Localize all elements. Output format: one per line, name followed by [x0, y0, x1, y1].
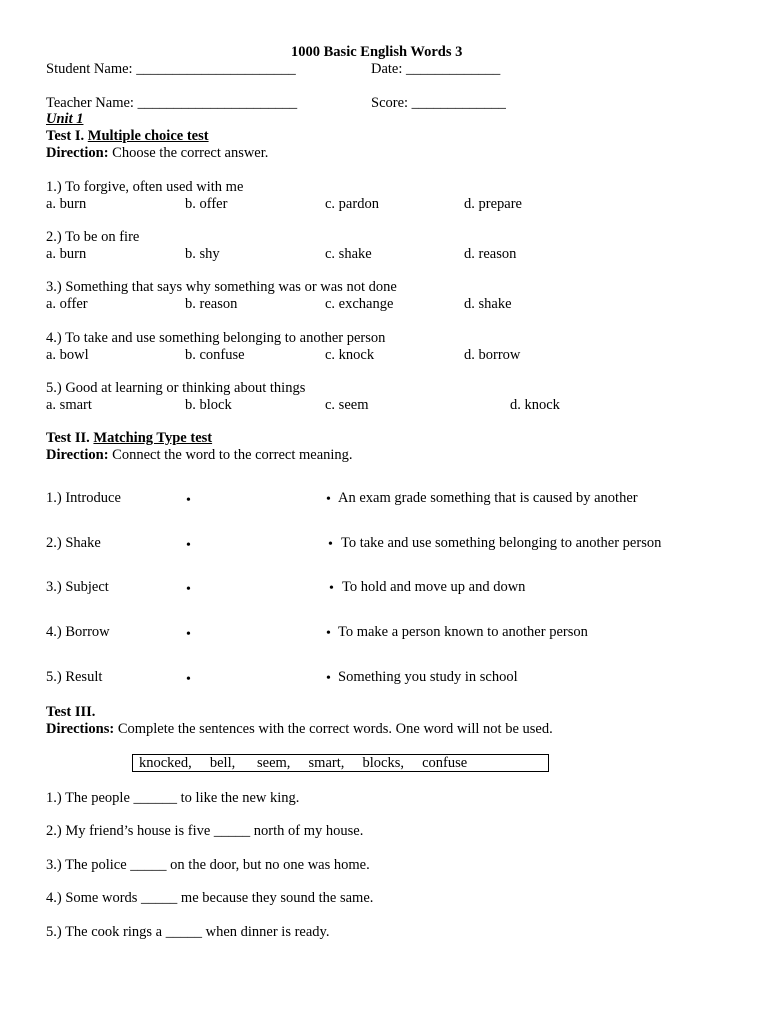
- matching-word: 3.) Subject: [46, 579, 109, 595]
- bullet-icon: •: [329, 581, 334, 596]
- choice-a: a. smart: [46, 397, 92, 413]
- choice-a: a. burn: [46, 196, 87, 212]
- choice-d: d. borrow: [464, 347, 521, 363]
- matching-meaning: Something you study in school: [338, 669, 518, 685]
- bullet-icon: •: [186, 672, 191, 687]
- choice-c: c. exchange: [325, 296, 394, 312]
- score-field: Score: _____________: [371, 95, 506, 111]
- matching-meaning: To take and use something belonging to another person: [341, 535, 662, 551]
- fill-in-sentence: 3.) The police _____ on the door, but no one was home.: [46, 857, 370, 873]
- question-text: 5.) Good at learning or thinking about things: [46, 380, 306, 396]
- word-bank: knocked, bell, seem, smart, blocks, confuse: [139, 755, 468, 771]
- matching-meaning: An exam grade something that is caused by another: [338, 490, 638, 506]
- choice-c: c. seem: [325, 397, 369, 413]
- bullet-icon: •: [328, 537, 333, 552]
- question-text: 4.) To take and use something belonging to another person: [46, 330, 386, 346]
- choice-c: c. shake: [325, 246, 372, 262]
- test1-direction: [46, 145, 268, 162]
- bullet-icon: •: [186, 493, 191, 508]
- test2-heading: [46, 430, 212, 447]
- matching-word: 2.) Shake: [46, 535, 101, 551]
- question-text: 2.) To be on fire: [46, 229, 140, 245]
- document-title: 1000 Basic English Words 3: [291, 44, 463, 60]
- bullet-icon: •: [186, 538, 191, 553]
- test2-direction: [46, 447, 353, 464]
- test2-heading-title: Matching Type test: [93, 430, 213, 446]
- choice-d: d. shake: [464, 296, 512, 312]
- teacher-name-field: Teacher Name: ______________________: [46, 95, 298, 111]
- choice-a: a. burn: [46, 246, 87, 262]
- test3-direction: [46, 721, 553, 738]
- choice-b: b. shy: [185, 246, 220, 262]
- student-name-field: Student Name: ______________________: [46, 61, 296, 77]
- choice-b: b. block: [185, 397, 232, 413]
- test2-direction-text: Connect the word to the correct meaning.: [108, 447, 353, 463]
- choice-c: c. pardon: [325, 196, 379, 212]
- test1-direction-label: Direction:: [46, 145, 109, 161]
- fill-in-sentence: 5.) The cook rings a _____ when dinner is ready.: [46, 924, 330, 940]
- fill-in-sentence: 4.) Some words _____ me because they sound the same.: [46, 890, 374, 906]
- choice-a: a. bowl: [46, 347, 89, 363]
- test1-heading-prefix: Test I.: [46, 128, 88, 144]
- fill-in-sentence: 2.) My friend’s house is five _____ north of my house.: [46, 823, 364, 839]
- test1-heading: [46, 128, 209, 145]
- matching-word: 4.) Borrow: [46, 624, 110, 640]
- test2-heading-prefix: Test II.: [46, 430, 94, 446]
- choice-d: d. reason: [464, 246, 517, 262]
- choice-b: b. confuse: [185, 347, 245, 363]
- test3-direction-label: Directions:: [46, 721, 115, 737]
- choice-b: b. offer: [185, 196, 228, 212]
- choice-b: b. reason: [185, 296, 238, 312]
- matching-word: 5.) Result: [46, 669, 103, 685]
- choice-a: a. offer: [46, 296, 88, 312]
- matching-meaning: To make a person known to another person: [338, 624, 588, 640]
- test1-heading-title: Multiple choice test: [87, 128, 209, 144]
- unit-label: Unit 1: [46, 111, 84, 127]
- bullet-icon: •: [186, 627, 191, 642]
- bullet-icon: •: [326, 671, 331, 686]
- fill-in-sentence: 1.) The people ______ to like the new king.: [46, 790, 300, 806]
- bullet-icon: •: [326, 492, 331, 507]
- choice-c: c. knock: [325, 347, 375, 363]
- matching-meaning: To hold and move up and down: [342, 579, 526, 595]
- test2-direction-label: Direction:: [46, 447, 109, 463]
- choice-d: d. prepare: [464, 196, 522, 212]
- bullet-icon: •: [326, 626, 331, 641]
- bullet-icon: •: [186, 582, 191, 597]
- question-text: 3.) Something that says why something was or was not done: [46, 279, 397, 295]
- question-text: 1.) To forgive, often used with me: [46, 179, 244, 195]
- matching-word: 1.) Introduce: [46, 490, 121, 506]
- test3-heading: Test III.: [46, 704, 96, 720]
- test3-direction-text: Complete the sentences with the correct words. One word will not be used.: [114, 721, 553, 737]
- date-field: Date: _____________: [371, 61, 501, 77]
- choice-d: d. knock: [510, 397, 560, 413]
- test1-direction-text: Choose the correct answer.: [108, 145, 269, 161]
